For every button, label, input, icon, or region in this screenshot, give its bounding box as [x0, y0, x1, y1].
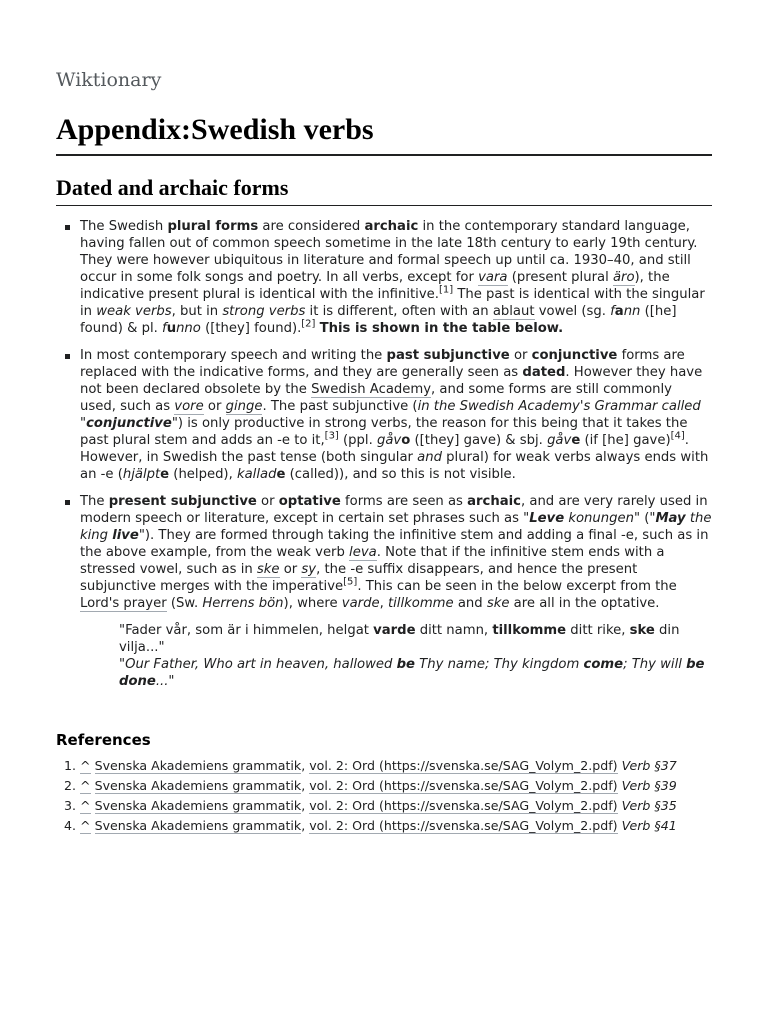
reference-volume-link[interactable]: vol. 2: Ord (https://svenska.se/SAG_Volym_2.pdf) — [309, 778, 618, 793]
text: ([he] found) & pl. — [80, 304, 677, 336]
citation-link[interactable]: [4] — [670, 430, 685, 442]
text: ; Thy will — [623, 657, 687, 672]
example-vowel: e — [571, 433, 581, 448]
text: , and some forms are still commonly used, such as — [80, 382, 672, 414]
bold-italic-term: live — [112, 528, 139, 543]
link-swedish-academy[interactable]: Swedish Academy — [311, 382, 432, 397]
bold-term: be done — [119, 657, 705, 689]
text: "Our Father, Who art in heaven, hallowed — [119, 657, 397, 672]
reference-source-link[interactable]: Svenska Akademiens grammatik — [94, 778, 302, 793]
list-item — [80, 218, 712, 337]
quote-english — [119, 656, 712, 690]
bold-term: be — [396, 657, 415, 672]
italic-term: tillkomme — [387, 596, 454, 611]
text: in the contemporary standard language, having fallen out of common speech sometime in the late 18th century to early 19th century. They were however ubiquitous in literature and formal speech up until ca. 1930–40, and still occur in some folk songs and poetry. In all verbs, except for — [80, 219, 698, 285]
bold-term: archaic — [364, 219, 419, 234]
example-vowel: o — [401, 433, 411, 448]
example-word: nno — [176, 321, 201, 336]
link-leva[interactable]: leva — [349, 545, 377, 560]
text: ), the indicative present plural is identical with the infinitive. — [80, 270, 670, 302]
link-ske[interactable]: ske — [256, 562, 280, 577]
bold-term: ske — [629, 623, 655, 638]
reference-item: 1. ^ Svenska Akademiens grammatik, vol. 2: Ord (https://svenska.se/SAG_Volym_2.pdf) Verb §37 — [80, 758, 712, 774]
bold-term: present subjunctive — [108, 494, 257, 509]
prayer-quote — [119, 622, 712, 690]
list-item — [80, 347, 712, 483]
link-vara[interactable]: vara — [478, 270, 508, 285]
bold-term: past subjunctive — [386, 348, 510, 363]
text: , but in — [171, 304, 223, 319]
text: din vilja..." — [119, 623, 680, 655]
italic-term: varde — [341, 596, 380, 611]
reference-location: Verb §41 — [621, 818, 677, 833]
text: In most contemporary speech and writing the — [80, 348, 387, 363]
reference-volume-link[interactable]: vol. 2: Ord (https://svenska.se/SAG_Volym_2.pdf) — [309, 818, 618, 833]
references-heading: References — [56, 731, 151, 749]
section-title: Dated and archaic forms — [56, 174, 712, 206]
bullet-list — [56, 218, 712, 612]
text: and — [453, 596, 487, 611]
link-lords-prayer[interactable]: Lord's prayer — [80, 596, 167, 611]
link-ablaut[interactable]: ablaut — [492, 304, 535, 319]
example-vowel: u — [166, 321, 177, 336]
example-word: nn — [623, 304, 641, 319]
text: vowel (sg. — [534, 304, 611, 319]
text: (called)), and so this is not visible. — [285, 467, 516, 482]
reference-source-link[interactable]: Svenska Akademiens grammatik — [94, 818, 302, 833]
text: or — [279, 562, 302, 577]
citation-link[interactable]: [2] — [301, 318, 316, 330]
italic-term: " — [171, 416, 178, 431]
text: ([they] gave) & sbj. — [410, 433, 548, 448]
reference-source-link[interactable]: Svenska Akademiens grammatik — [94, 758, 302, 773]
text: "). They are formed through taking the infinitive stem and adding a final -e, such as in the above example, from the weak verb — [80, 528, 709, 560]
text: ..." — [155, 674, 175, 689]
text: or — [203, 399, 226, 414]
site-name: Wiktionary — [56, 69, 162, 91]
bold-term: archaic — [467, 494, 521, 509]
text: or — [509, 348, 532, 363]
text: ditt rike, — [566, 623, 630, 638]
text: are all in the optative. — [509, 596, 660, 611]
quote-swedish — [119, 622, 712, 656]
italic-term: strong verbs — [222, 304, 306, 319]
example-vowel: a — [614, 304, 624, 319]
citation-link[interactable]: [3] — [324, 430, 339, 442]
bold-term: conjunctive — [531, 348, 618, 363]
reference-item: 2. ^ Svenska Akademiens grammatik, vol. 2: Ord (https://svenska.se/SAG_Volym_2.pdf) Verb §39 — [80, 778, 712, 794]
reference-volume-link[interactable]: vol. 2: Ord (https://svenska.se/SAG_Volym_2.pdf) — [309, 798, 618, 813]
italic-term: weak verbs — [96, 304, 172, 319]
text: (present plural — [507, 270, 613, 285]
example-vowel: e — [276, 467, 286, 482]
italic-term: in the Swedish Academy's Grammar called " — [80, 399, 701, 431]
italic-term: ske — [486, 596, 510, 611]
example-word: f — [162, 321, 167, 336]
bold-term: dated — [522, 365, 566, 380]
text: ) is only productive in strong verbs, the reason for this being that it takes the past plural stem and adds an -e to it, — [80, 416, 688, 448]
text: , — [379, 596, 388, 611]
text: . However, in Swedish the past tense (both singular — [80, 433, 689, 465]
text: The — [80, 494, 109, 509]
text: forms are seen as — [340, 494, 468, 509]
link-ginge[interactable]: ginge — [225, 399, 263, 414]
backlink-caret[interactable]: ^ — [80, 758, 91, 773]
text: . Note that if the infinitive stem ends with a stressed vowel, such as in — [80, 545, 665, 577]
text: (helped), — [169, 467, 237, 482]
example-word: hjälpt — [122, 467, 161, 482]
page-title: Appendix:Swedish verbs — [56, 112, 712, 156]
text: are considered — [258, 219, 365, 234]
backlink-caret[interactable]: ^ — [80, 818, 91, 833]
bold-italic-term: Leve — [529, 511, 565, 526]
italic-term: konungen — [564, 511, 634, 526]
bold-term: This is shown in the table below. — [319, 321, 564, 336]
bold-term: varde — [373, 623, 416, 638]
text: plural) for weak verbs always ends with an -e ( — [80, 450, 709, 482]
bold-term: come — [583, 657, 624, 672]
example-word: f — [610, 304, 615, 319]
bold-term: plural forms — [167, 219, 259, 234]
example-word: gåv — [547, 433, 572, 448]
citation-link[interactable]: [1] — [438, 284, 454, 296]
backlink-caret[interactable]: ^ — [80, 798, 91, 813]
example-word: kallad — [236, 467, 277, 482]
reference-location: Verb §35 — [621, 798, 677, 813]
text: ([they] found). — [200, 321, 302, 336]
text: ), where — [283, 596, 342, 611]
text: (Sw. — [166, 596, 203, 611]
text: forms are replaced with the indicative forms, and they are generally seen as — [80, 348, 685, 380]
italic-term: and — [417, 450, 442, 465]
reference-location: Verb §37 — [621, 758, 677, 773]
text: " (" — [633, 511, 656, 526]
link-aro[interactable]: äro — [612, 270, 635, 285]
italic-term: the king — [80, 511, 712, 543]
text: The Swedish — [80, 219, 168, 234]
bold-term: optative — [278, 494, 341, 509]
example-word: gåv — [376, 433, 402, 448]
references-list — [56, 758, 712, 834]
text: ditt namn, — [415, 623, 493, 638]
text: (ppl. — [338, 433, 377, 448]
reference-item: 4. ^ Svenska Akademiens grammatik, vol. 2: Ord (https://svenska.se/SAG_Volym_2.pdf) Verb §41 — [80, 818, 712, 834]
text: The past is identical with the singular in — [80, 287, 705, 319]
link-vore[interactable]: vore — [174, 399, 204, 414]
text: or — [256, 494, 279, 509]
bold-italic-term: conjunctive — [86, 416, 172, 431]
italic-term: Herrens bön — [202, 596, 284, 611]
text: . However they have not been declared obsolete by the — [80, 365, 703, 397]
backlink-caret[interactable]: ^ — [80, 778, 91, 793]
list-item — [80, 493, 712, 612]
bold-term: tillkomme — [492, 623, 567, 638]
example-vowel: e — [160, 467, 170, 482]
text: , and are very rarely used in modern speech or literature, except in certain set phrases such as " — [80, 494, 708, 526]
text: , the -e suffix disappears, and hence the present subjunctive merges with the imperative — [80, 562, 638, 594]
reference-location: Verb §39 — [621, 778, 677, 793]
citation-link[interactable]: [5] — [343, 576, 358, 588]
link-sy[interactable]: sy — [301, 562, 317, 577]
reference-volume-link[interactable]: vol. 2: Ord (https://svenska.se/SAG_Volym_2.pdf) — [309, 758, 618, 773]
text: Thy name; Thy kingdom — [414, 657, 584, 672]
text: . The past subjunctive ( — [262, 399, 418, 414]
text: . This can be seen in the below excerpt from the — [357, 579, 677, 594]
reference-item: 3. ^ Svenska Akademiens grammatik, vol. 2: Ord (https://svenska.se/SAG_Volym_2.pdf) Verb §35 — [80, 798, 712, 814]
bold-italic-term: May — [655, 511, 686, 526]
text: "Fader vår, som är i himmelen, helgat — [119, 623, 374, 638]
text: it is different, often with an — [305, 304, 493, 319]
text: (if [he] gave) — [580, 433, 671, 448]
reference-source-link[interactable]: Svenska Akademiens grammatik — [94, 798, 302, 813]
